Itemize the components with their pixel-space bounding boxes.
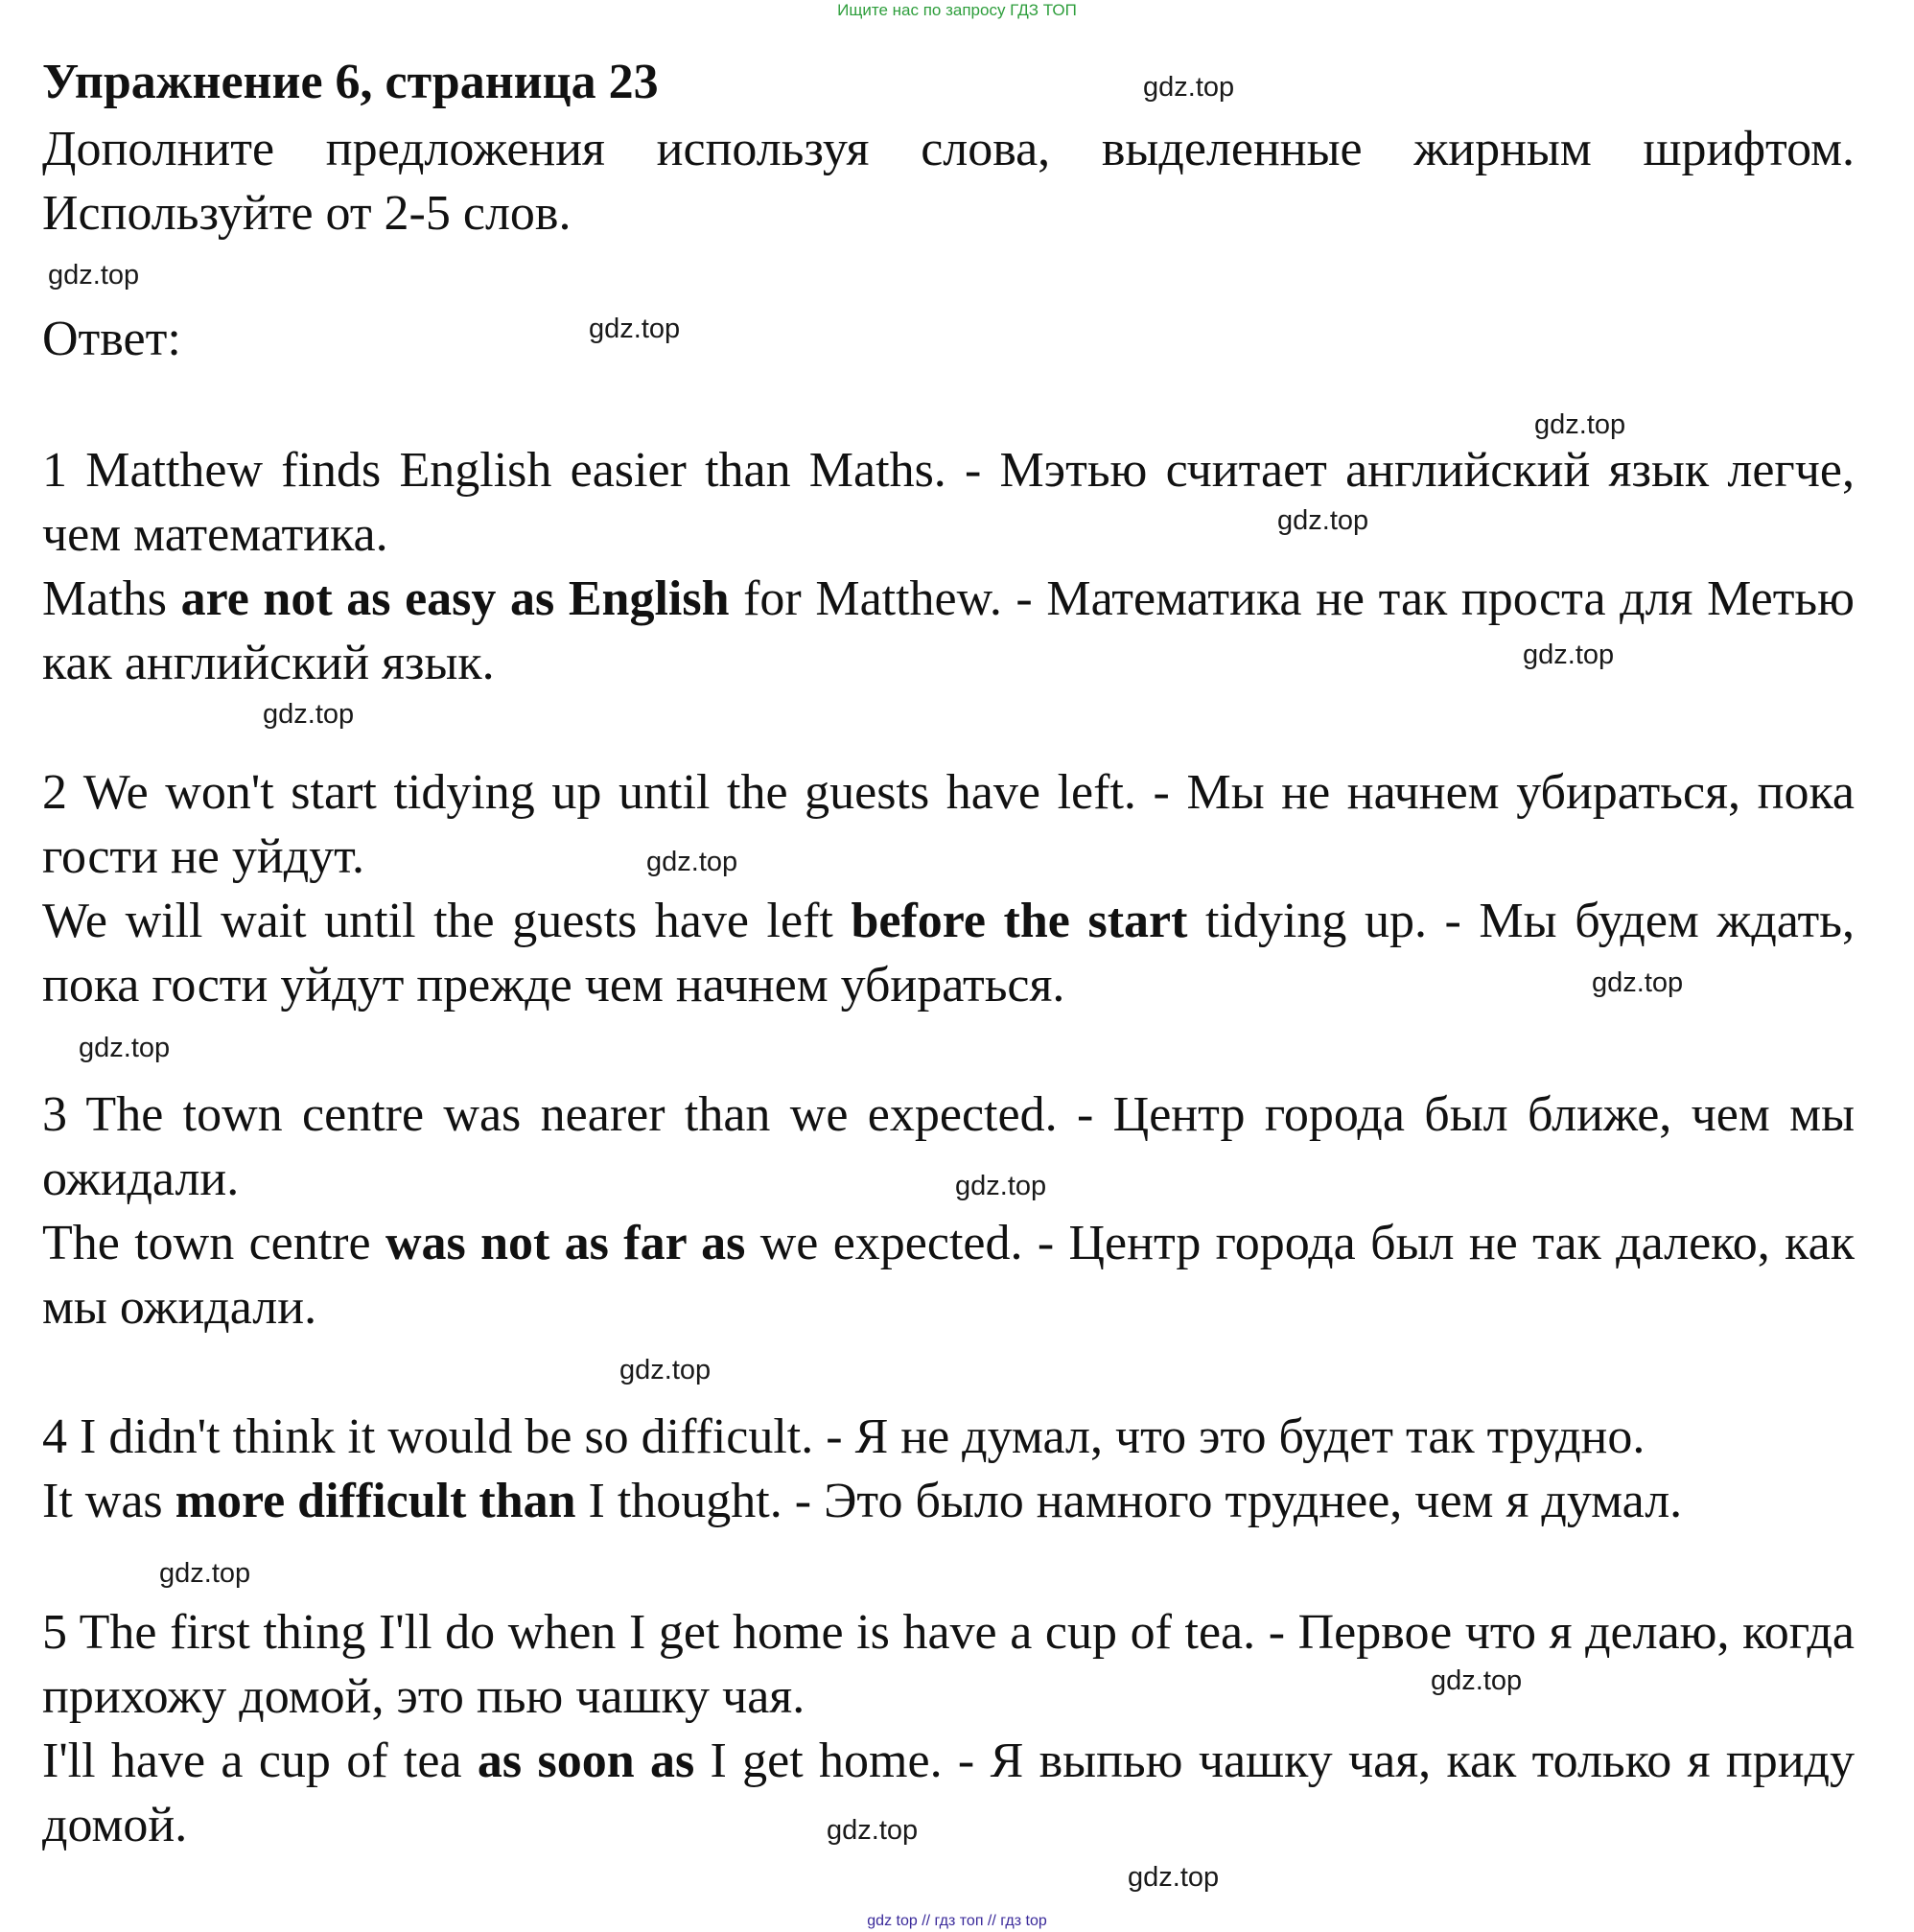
watermark: gdz.top (589, 314, 681, 344)
answer-item-2 (42, 760, 1855, 1017)
original-sentence: 3 The town centre was nearer than we expected. - Центр города был ближе, чем мы ожидали. (42, 1087, 1855, 1206)
bold-answer: as soon as (477, 1734, 695, 1788)
rewritten-sentence: Maths are not as easy as English for Matthew. - Математика не так проста для Метью как английский язык. (42, 571, 1855, 690)
watermark: gdz.top (1128, 1862, 1220, 1893)
answer-item-3 (42, 1082, 1855, 1339)
answer-item-4 (42, 1405, 1855, 1533)
document-content (42, 48, 1855, 1857)
top-banner: Ищите нас по запросу ГДЗ ТОП (837, 1, 1077, 19)
answer-item-5 (42, 1600, 1855, 1857)
bold-answer: are not as easy as English (180, 571, 730, 626)
watermark: gdz.top (159, 1558, 251, 1589)
watermark: gdz.top (1277, 505, 1369, 536)
bold-answer: before the start (851, 894, 1188, 948)
watermark: gdz.top (48, 260, 140, 291)
original-sentence: 1 Matthew finds English easier than Maths. - Мэтью считает английский язык легче, чем математика. (42, 443, 1855, 562)
original-sentence: 5 The first thing I'll do when I get home is have a cup of tea. - Первое что я делаю, когда прихожу домой, это пью чашку чая. (42, 1605, 1855, 1724)
rewritten-sentence: It was more difficult than I thought. - Это было намного труднее, чем я думал. (42, 1474, 1683, 1528)
bold-answer: more difficult than (175, 1474, 576, 1528)
watermark: gdz.top (1143, 72, 1235, 103)
watermark: gdz.top (955, 1171, 1047, 1201)
watermark: gdz.top (1523, 640, 1615, 670)
watermark: gdz.top (1534, 409, 1626, 440)
bold-answer: was not as far as (385, 1216, 746, 1270)
watermark: gdz.top (263, 699, 355, 730)
watermark: gdz.top (827, 1815, 919, 1846)
answer-label: Ответ: (42, 312, 181, 366)
rewritten-sentence: We will wait until the guests have left before the start tidying up. - Мы будем ждать, пока гости уйдут прежде чем начнем убираться. (42, 894, 1855, 1013)
watermark: gdz.top (646, 847, 738, 877)
task-instruction: Дополните предложения используя слова, выделенные жирным шрифтом. Используйте от 2-5 слов. (42, 122, 1855, 241)
footer-watermark: gdz top // гдз топ // гдз top (867, 1913, 1047, 1929)
original-sentence: 4 I didn't think it would be so difficult. - Я не думал, что это будет так трудно. (42, 1409, 1646, 1464)
rewritten-sentence: The town centre was not as far as we expected. - Центр города был не так далеко, как мы ожидали. (42, 1216, 1855, 1335)
watermark: gdz.top (619, 1355, 712, 1385)
page-title: Упражнение 6, страница 23 (42, 55, 659, 109)
watermark: gdz.top (79, 1033, 171, 1063)
original-sentence: 2 We won't start tidying up until the guests have left. - Мы не начнем убираться, пока гости не уйдут. (42, 765, 1855, 884)
watermark: gdz.top (1431, 1665, 1523, 1696)
watermark: gdz.top (1592, 967, 1684, 998)
rewritten-sentence: I'll have a cup of tea as soon as I get home. - Я выпью чашку чая, как только я приду домой. (42, 1734, 1855, 1852)
